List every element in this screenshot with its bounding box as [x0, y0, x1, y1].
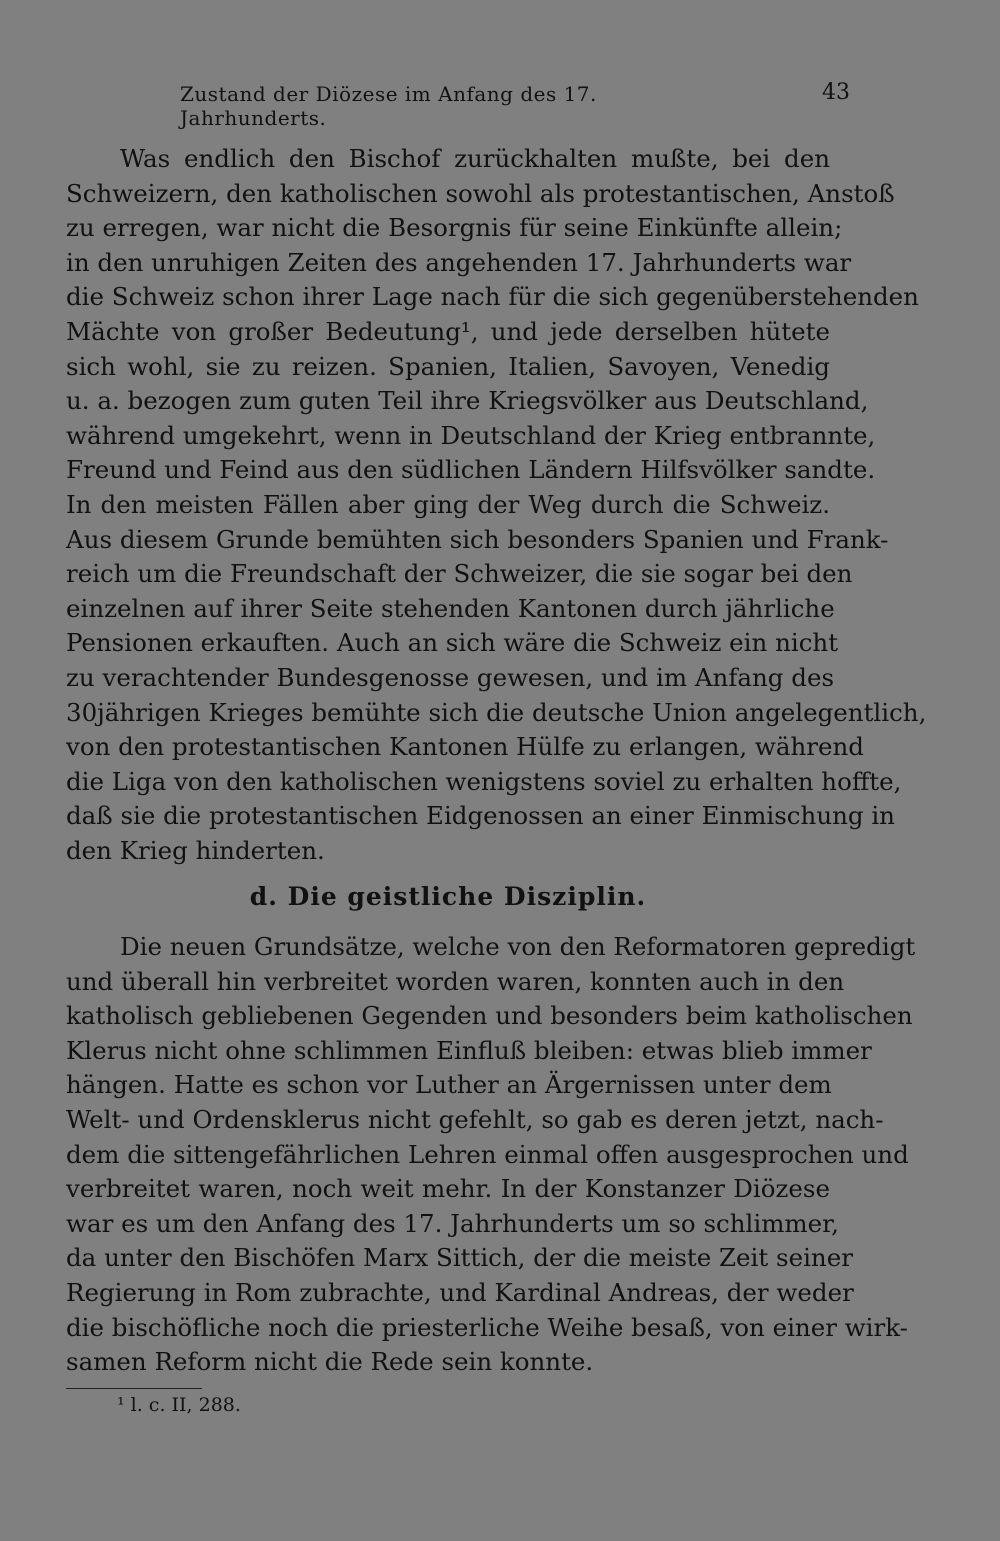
text-line: da unter den Bischöfen Marx Sittich, der die meiste Zeit seiner — [66, 1243, 853, 1273]
text-line: daß sie die protestantischen Eidgenossen an einer Einmischung in — [66, 801, 895, 831]
text-line: u. a. bezogen zum guten Teil ihre Kriegsvölker aus Deutschland, — [66, 386, 869, 416]
text-line: sich wohl, sie zu reizen. Spanien, Italien, Savoyen, Venedig — [66, 351, 830, 381]
text-line: die Schweiz schon ihrer Lage nach für die sich gegenüberstehenden — [66, 282, 919, 312]
text-line: reich um die Freundschaft der Schweizer, die sie sogar bei den — [66, 559, 853, 589]
text-line: Mächte von großer Bedeutung¹, und jede derselben hütete — [66, 316, 830, 346]
text-line: Regierung in Rom zubrachte, und Kardinal Andreas, der weder — [66, 1277, 854, 1307]
text-line: zu erregen, war nicht die Besorgnis für seine Einkünfte allein; — [66, 213, 843, 243]
text-line: Klerus nicht ohne schlimmen Einfluß bleiben: etwas blieb immer — [66, 1035, 872, 1065]
text-line: zu verachtender Bundesgenosse gewesen, und im Anfang des — [66, 662, 835, 692]
text-line: Was endlich den Bischof zurückhalten mußte, bei den — [120, 144, 830, 173]
text-line: und überall hin verbreitet worden waren, konnten auch in den — [66, 966, 845, 996]
text-line: Pensionen erkauften. Auch an sich wäre die Schweiz ein nicht — [66, 628, 839, 658]
text-line: dem die sittengefährlichen Lehren einmal offen ausgesprochen und — [66, 1139, 909, 1169]
footnote: ¹ l. c. II, 288. — [117, 1394, 241, 1416]
text-line: samen Reform nicht die Rede sein konnte. — [66, 1347, 594, 1377]
text-line: den Krieg hinderten. — [66, 835, 325, 865]
text-line: Schweizern, den katholischen sowohl als protestantischen, Anstoß — [66, 178, 895, 208]
text-line: einzelnen auf ihrer Seite stehenden Kantonen durch jährliche — [66, 593, 835, 623]
footnote-rule — [66, 1388, 202, 1389]
paragraph-2 — [66, 930, 916, 1380]
text-line: Welt- und Ordensklerus nicht gefehlt, so gab es deren jetzt, nach- — [66, 1104, 884, 1134]
running-head: Zustand der Diözese im Anfang des 17. Jahrhunderts. — [180, 82, 597, 130]
text-line: während umgekehrt, wenn in Deutschland der Krieg entbrannte, — [66, 420, 876, 450]
text-line: verbreitet waren, noch weit mehr. In der Konstanzer Diözese — [66, 1174, 830, 1204]
text-line: Aus diesem Grunde bemühten sich besonders Spanien und Frank- — [66, 524, 889, 554]
text-line: In den meisten Fällen aber ging der Weg durch die Schweiz. — [66, 489, 830, 519]
section-heading: d. Die geistliche Disziplin. — [249, 882, 647, 911]
text-line: in den unruhigen Zeiten des angehenden 17. Jahrhunderts war — [66, 247, 852, 277]
text-line: von den protestantischen Kantonen Hülfe zu erlangen, während — [66, 732, 864, 762]
text-line: die Liga von den katholischen wenigstens soviel zu erhalten hoffte, — [66, 766, 902, 796]
text-line: hängen. Hatte es schon vor Luther an Ärgernissen unter dem — [66, 1070, 832, 1100]
paragraph-1 — [66, 142, 927, 868]
text-line: die bischöfliche noch die priesterliche Weihe besaß, von einer wirk- — [66, 1312, 908, 1342]
text-line: katholisch gebliebenen Gegenden und besonders beim katholischen — [66, 1001, 913, 1031]
text-line: Freund und Feind aus den südlichen Ländern Hilfsvölker sandte. — [66, 455, 876, 485]
page-number: 43 — [822, 80, 850, 105]
text-line: 30jährigen Krieges bemühte sich die deutsche Union angelegentlich, — [66, 697, 927, 727]
text-line: war es um den Anfang des 17. Jahrhunderts um so schlimmer, — [66, 1208, 839, 1238]
text-line: Die neuen Grundsätze, welche von den Reformatoren gepredigt — [120, 932, 916, 961]
